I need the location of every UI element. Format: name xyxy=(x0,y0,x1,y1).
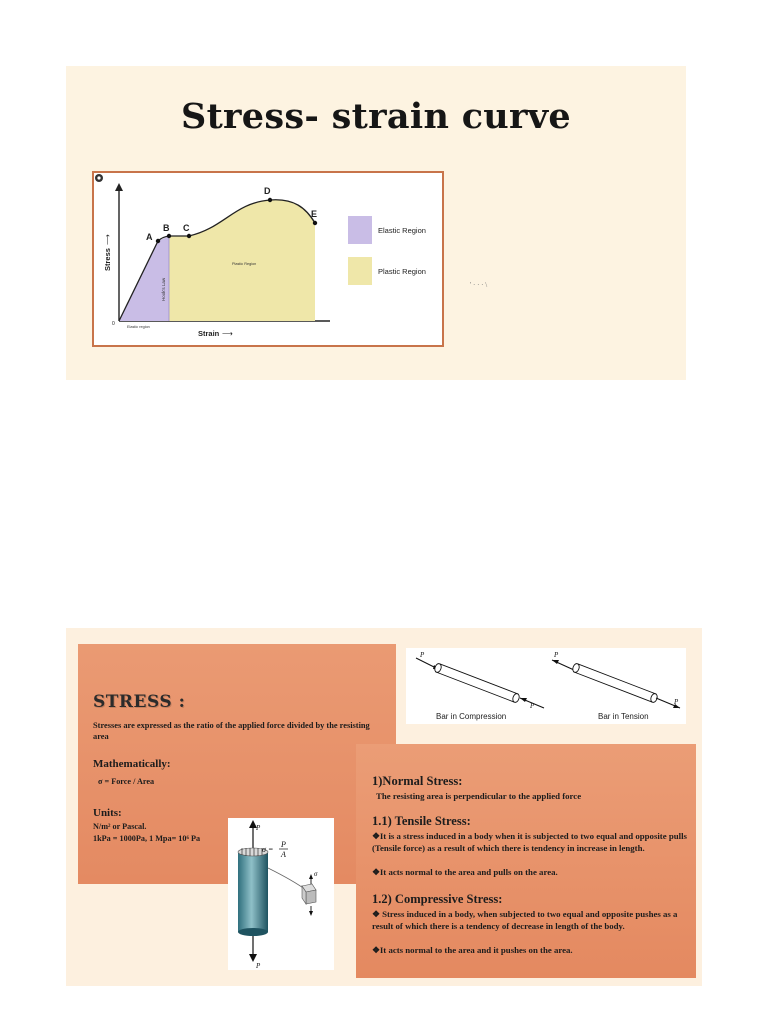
column-p-bottom: P xyxy=(256,962,261,970)
compressive-stress-line-1: ❖ Stress induced in a body, when subjected to two equal and opposite pushes as a result of which there is a tendency of decrease in length of the body. xyxy=(372,909,678,931)
units-line-2: 1kPa = 1000Pa, 1 Mpa= 10⁶ Pa xyxy=(93,834,201,843)
bar-compression-label: Bar in Compression xyxy=(436,712,507,721)
label-e: E xyxy=(311,209,318,219)
label-d: D xyxy=(264,186,271,196)
normal-stress-heading: 1)Normal Stress: xyxy=(372,774,463,788)
point-a xyxy=(156,239,160,243)
column-p-top: P xyxy=(256,824,261,832)
plastic-region-fill xyxy=(169,200,318,321)
force-label-p-4: P xyxy=(674,698,679,706)
y-axis-arrow xyxy=(115,183,123,191)
slide-stress-strain xyxy=(66,66,686,380)
compressive-stress-line-2: ❖It acts normal to the area and it pushes on the area. xyxy=(372,945,573,955)
x-axis-arrow-glyph: ⟶ xyxy=(222,329,233,338)
units-heading: Units: xyxy=(93,807,122,819)
force-label-p-3: P xyxy=(554,651,559,659)
point-c xyxy=(187,234,191,238)
column-formula-lhs: σ = xyxy=(262,845,274,854)
slide-stress-types xyxy=(66,628,702,986)
hookes-law-label: Hook's Law xyxy=(161,277,166,301)
slide-title: Stress- strain curve xyxy=(181,96,571,137)
bar-diagrams xyxy=(406,648,686,724)
column-figure xyxy=(228,818,334,970)
bar-tension-label: Bar in Tension xyxy=(598,712,649,721)
force-label-p-2: P xyxy=(530,702,535,710)
y-axis-arrow-glyph: ⟶ xyxy=(103,234,112,245)
compression-bar xyxy=(416,658,544,708)
stress-heading: STRESS : xyxy=(93,692,186,712)
compressive-stress-heading: 1.2) Compressive Stress: xyxy=(372,892,503,906)
column-formula-den: A xyxy=(281,850,286,859)
point-e xyxy=(313,221,317,225)
column-formula-num: P xyxy=(281,840,286,849)
point-b xyxy=(167,234,171,238)
stress-types-panel xyxy=(356,744,696,978)
tensile-stress-heading: 1.1) Tensile Stress: xyxy=(372,814,471,828)
force-label-p-1: P xyxy=(420,651,425,659)
plastic-region-small-label: Plastic Region xyxy=(232,262,257,266)
point-d xyxy=(268,198,272,202)
origin-label: 0 xyxy=(112,321,115,327)
label-c: C xyxy=(183,223,190,233)
column-figure-svg xyxy=(228,818,334,970)
x-axis-label: Strain xyxy=(198,329,220,338)
stress-strain-diagram xyxy=(92,171,444,347)
label-b: B xyxy=(163,223,170,233)
gear-icon xyxy=(94,173,104,183)
math-formula: σ = Force / Area xyxy=(98,777,155,786)
stray-marks: ' · · · \ xyxy=(470,281,488,289)
tensile-stress-line-2: ❖It acts normal to the area and pulls on the area. xyxy=(372,867,558,877)
legend-swatch-plastic xyxy=(348,257,372,285)
legend-swatch-elastic xyxy=(348,216,372,244)
legend-label-plastic: Plastic Region xyxy=(378,267,426,276)
column-sigma-label: σ xyxy=(314,870,318,878)
stress-definition: Stresses are expressed as the ratio of the applied force divided by the resisting area xyxy=(93,721,370,741)
legend-label-elastic: Elastic Region xyxy=(378,226,426,235)
y-axis-label: Stress xyxy=(103,248,112,271)
label-a: A xyxy=(146,232,153,242)
stress-strain-svg xyxy=(94,173,442,345)
tensile-stress-line-1: ❖It is a stress induced in a body when it is subjected to two equal and opposite pulls (Tensile force) as a result of which there is tendency in increase in length. xyxy=(372,831,687,853)
elastic-region-small-label: Elastic region xyxy=(127,325,150,329)
normal-stress-desc: The resisting area is perpendicular to the applied force xyxy=(376,791,582,801)
tension-bar xyxy=(552,660,680,708)
math-heading: Mathematically: xyxy=(93,758,171,770)
units-line-1: N/m² or Pascal. xyxy=(93,822,147,831)
